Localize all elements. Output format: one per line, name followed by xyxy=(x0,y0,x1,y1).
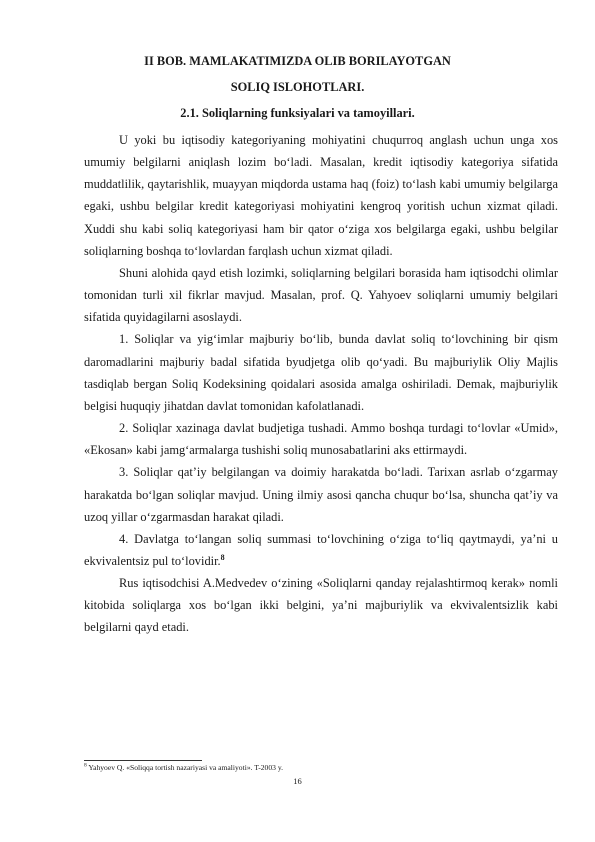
paragraph-item-1: 1. Soliqlar va yig‘imlar majburiy bo‘lib, bunda davlat soliq to‘lovchining bir qism daromadlarini majburiy badal sifatida byudjetga olib qo‘yadi. Bu majburiylik Oliy Majlis tasdiqlab bergan Soliq Kodeksining qoidalari asosida amalga oshiriladi. Demak, majburiylik belgisi huquqiy jihatdan davlat tomonidan kafolatlanadi. xyxy=(84,332,558,413)
body-text xyxy=(84,129,558,639)
paragraph-opinions: Shuni alohida qayd etish lozimki, soliqlarning belgilari borasida ham iqtisodchi olimlar tomonidan turli xil fikrlar mavjud. Masalan, prof. Q. Yahyoev soliqlarni umumiy belgilari sifatida quyidagilarni asoslaydi. xyxy=(84,265,558,325)
paragraph-intro: U yoki bu iqtisodiy kategoriyaning mohiyatini chuqurroq anglash uchun unga xos umumiy belgilarni aniqlash lozim bo‘ladi. Masalan, kredit iqtisodiy kategoriya sifatida muddatlilik, qaytarishlik, muayyan miqdorda ustama haq (foiz) to‘lash kabi umumiy belgilarga egaki, ushbu belgilar kredit kategoriyasi mohiyatini kengroq yoritish uchun xizmat qiladi. Xuddi shu kabi soliq kategoriyasi ham bir qator o‘ziga xos belgilarga egaki, ushbu belgilar soliqlarning boshqa to‘lovlardan farqlash uchun xizmat qiladi. xyxy=(84,133,558,258)
chapter-title-line-1: II BOB. MAMLAKATIMIZDA OLIB BORILAYOTGAN xyxy=(144,54,451,68)
chapter-title-line-2: SOLIQ ISLOHOTLARI. xyxy=(230,80,365,94)
footnote-text: Yahyoev Q. «Soliqqa tortish nazariyasi va amaliyoti». T-2003 y. xyxy=(86,763,284,772)
page-number: 16 xyxy=(293,776,302,786)
footnote-marker: 8 xyxy=(84,762,87,769)
paragraph-item-4-text: 4. Davlatga to‘langan soliq summasi to‘lovchining o‘ziga to‘liq qaytmaydi, ya’ni u ekvivalentsiz pul to‘lovidir. xyxy=(84,531,558,568)
paragraph-item-4 xyxy=(84,528,558,572)
footnote-reference[interactable]: 8 xyxy=(220,552,225,562)
paragraph-item-3: 3. Soliqlar qat’iy belgilangan va doimiy harakatda bo‘ladi. Tarixan asrlab o‘zgarmay harakatda bo‘lgan soliqlar mavjud. Uning ilmiy asosi qancha chuqur bo‘lsa, shuncha qat’iy va uzoq yillar o‘zgarmasdan harakat qiladi. xyxy=(84,465,558,524)
footnote xyxy=(84,763,558,773)
footnote-divider xyxy=(84,760,202,761)
paragraph-item-2: 2. Soliqlar xazinaga davlat budjetiga tushadi. Ammo boshqa turdagi to‘lovlar «Umid», «Ekosan» kabi jamg‘armalarga tushishi soliq munosabatlarini aks ettirmaydi. xyxy=(84,421,558,458)
section-title: 2.1. Soliqlarning funksiyalari va tamoyillari. xyxy=(180,106,415,120)
paragraph-medvedev: Rus iqtisodchisi A.Medvedev o‘zining «Soliqlarni qanday rejalashtirmoq kerak» nomli kitobida soliqlarga xos bo‘lgan ikki belgini, ya’ni majburiylik va ekvivalentsizlik kabi belgilarni qayd etadi. xyxy=(84,576,558,635)
